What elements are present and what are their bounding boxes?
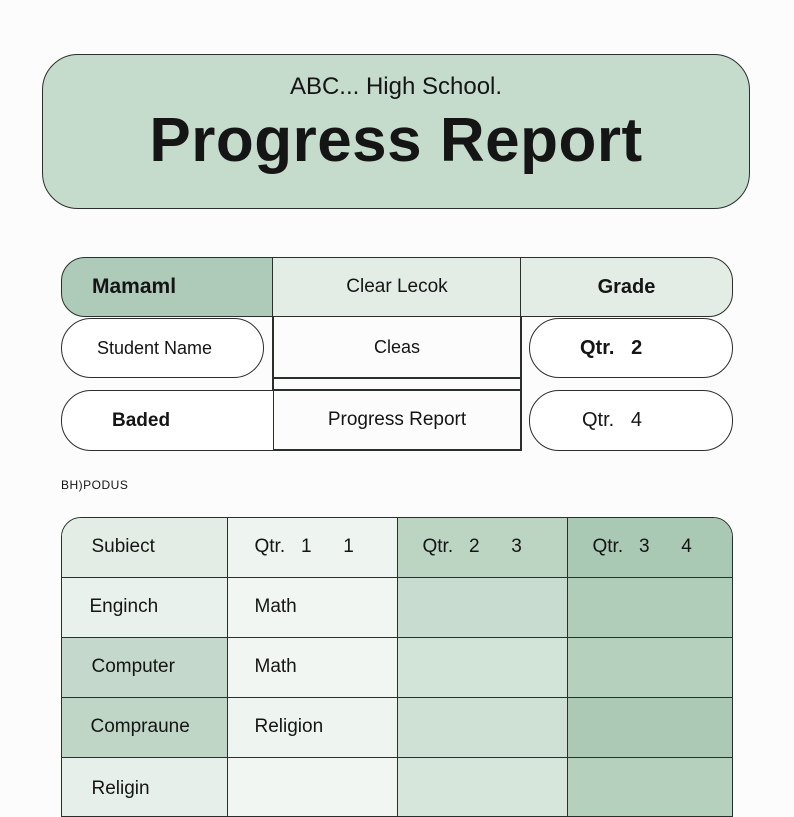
info-header-grade-text: Grade [597,275,656,298]
table-row [61,577,733,637]
subject-text: Enginch [89,596,159,617]
info-row-divider-a [272,377,522,379]
info-header-class-text: Clear Lecok [346,276,448,297]
qtr-1-cell [227,577,397,637]
progress-report-label-text: Progress Report [327,409,467,430]
subject-text: Religin [91,777,150,799]
subject-cell [61,637,227,697]
qtr-3-cell [567,637,733,697]
qtr-2-cell [397,697,567,757]
qtr-1-cell [227,697,397,757]
class-label-text: Cleas [373,337,421,357]
subject-text: Computer [91,656,175,677]
qtr-4-label [529,390,733,451]
subject-text: Compraune [90,716,190,737]
qtr-2-cell [397,757,567,817]
qtr-3-cell [567,757,733,817]
report-title: Progress Report [149,106,643,175]
subjects-header-row [61,517,733,577]
qtr-2-cell [397,577,567,637]
qtr-3-cell [567,577,733,637]
info-header-name-text: Mamaml [92,275,177,298]
qtr-4-label-text: Qtr. 4 [582,409,643,431]
school-name: ABC... High School. [289,73,503,100]
qtr-2-label-text: Qtr. 2 [580,336,643,359]
qtr-1-text: Math [254,656,297,677]
student-name-label [61,318,264,378]
qtr-1-text: Math [254,596,297,617]
qtr-2-label [529,318,733,378]
subject-cell [61,697,227,757]
table-row [61,697,733,757]
progress-report-label [274,391,520,449]
header-card [42,54,750,209]
subject-cell [61,757,227,817]
info-col-divider-right [520,317,522,451]
header-qtr-3-text: Qtr. 3 4 [592,536,692,557]
info-header-class [272,257,522,317]
info-header-grade [520,257,733,317]
class-label [274,318,520,377]
baded-label [61,390,274,451]
header-subject-text: Subiect [91,536,155,557]
header-qtr-2 [397,517,567,577]
info-header-name [61,257,274,317]
qtr-1-cell [227,757,397,817]
subject-cell [61,577,227,637]
table-row [61,637,733,697]
qtr-1-cell [227,637,397,697]
baded-label-text: Baded [112,409,171,431]
header-qtr-1-text: Qtr. 1 1 [254,536,354,557]
header-qtr-3 [567,517,733,577]
header-qtr-2-text: Qtr. 2 3 [422,536,522,557]
qtr-2-cell [397,637,567,697]
info-bottom-line [272,449,522,451]
student-name-label-text: Student Name [97,337,213,358]
qtr-3-cell [567,697,733,757]
qtr-1-text: Religion [254,716,324,737]
section-label: BH)PODUS [61,478,129,492]
table-row [61,757,733,817]
subjects-table [61,517,733,817]
header-subject [61,517,227,577]
header-qtr-1 [227,517,397,577]
